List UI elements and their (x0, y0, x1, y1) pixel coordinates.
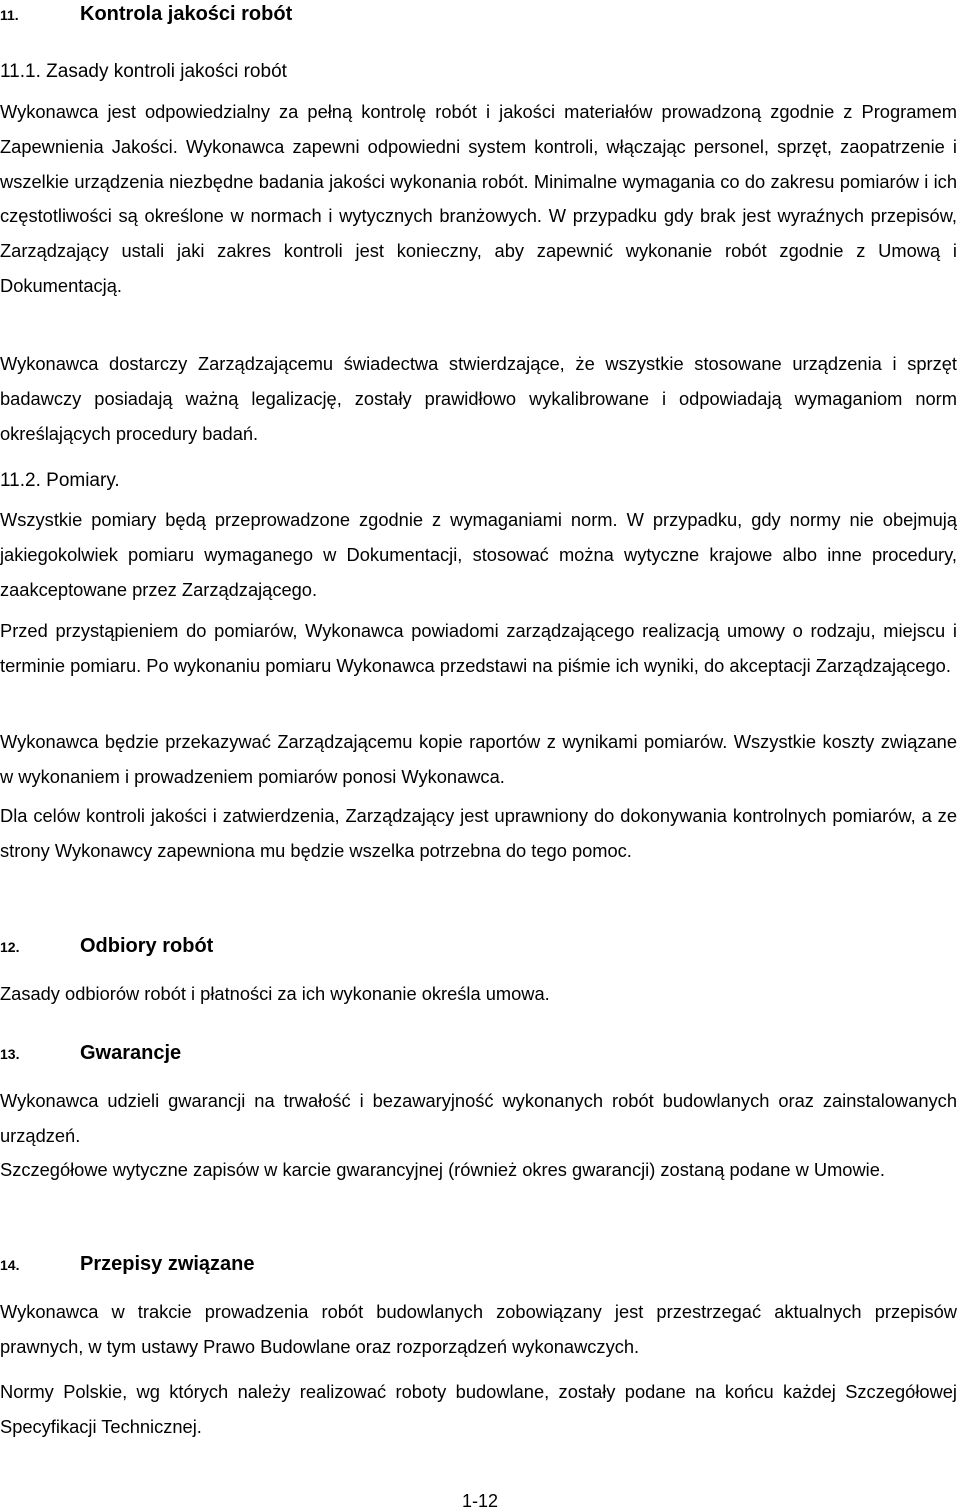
section-13-heading (0, 1041, 181, 1066)
section-title: Przepisy związane (80, 1253, 255, 1275)
paragraph-warranty-details: Szczegółowe wytyczne zapisów w karcie gwarancyjnej (również okres gwarancji) zostaną podane w Umowie. (0, 1159, 885, 1180)
section-11-heading (0, 2, 292, 27)
section-title: Pomiary. (46, 470, 120, 491)
section-number: 13. (0, 1046, 20, 1062)
paragraph-control-measurements: Dla celów kontroli jakości i zatwierdzenia, Zarządzający jest uprawniony do dokonywania kontrolnych pomiarów, a ze strony Wykonawcy zapewniona mu będzie wszelka potrzebna do tego pomoc. (0, 805, 957, 861)
paragraph-measurement-notice: Przed przystąpieniem do pomiarów, Wykonawca powiadomi zarządzającego realizacją umowy o rodzaju, miejscu i terminie pomiaru. Po wykonaniu pomiaru Wykonawca przedstawi na piśmie ich wyniki, do akceptacji Zarządzającego. (0, 620, 957, 676)
section-number: 11. (0, 7, 19, 23)
section-title: Gwarancje (80, 1042, 182, 1064)
paragraph-regulations: Wykonawca w trakcie prowadzenia robót budowlanych zobowiązany jest przestrzegać aktualnych przepisów prawnych, w tym ustawy Prawo Budowlane oraz rozporządzeń wykonawczych. (0, 1301, 957, 1357)
section-title: Kontrola jakości robót (80, 3, 293, 25)
paragraph-acceptance: Zasady odbiorów robót i płatności za ich wykonanie określa umowa. (0, 983, 550, 1004)
section-11-1-heading (0, 60, 287, 84)
page-number: 1-12 (461, 1491, 499, 1511)
section-title: Zasady kontroli jakości robót (46, 61, 287, 82)
section-title: Odbiory robót (80, 935, 214, 957)
paragraph-polish-norms: Normy Polskie, wg których należy realizować roboty budowlane, zostały podane na końcu każdej Szczegółowej Specyfikacji Technicznej. (0, 1381, 957, 1437)
section-number: 11.1. (0, 61, 41, 82)
section-number: 14. (0, 1257, 20, 1273)
paragraph-quality-control: Wykonawca jest odpowiedzialny za pełną kontrolę robót i jakości materiałów prowadzoną zgodnie z Programem Zapewnienia Jakości. Wykonawca zapewni odpowiedni system kontroli, włączając personel, sprzęt, zaopatrzenie i wszelkie urządzenia niezbędne badania jakości wykonania robót. Minimalne wymagania co do zakresu pomiarów i ich częstotliwości są określone w normach i wytycznych branżowych. W przypadku gdy brak jest wyraźnych przepisów, Zarządzający ustali jaki zakres kontroli jest konieczny, aby zapewnić wykonanie robót zgodnie z Umową i Dokumentacją. (0, 101, 957, 296)
paragraph-measurement-reports: Wykonawca będzie przekazywać Zarządzającemu kopie raportów z wynikami pomiarów. Wszystkie koszty związane w wykonaniem i prowadzeniem pomiarów ponosi Wykonawca. (0, 731, 957, 787)
section-12-heading (0, 934, 213, 959)
paragraph-measurements: Wszystkie pomiary będą przeprowadzone zgodnie z wymaganiami norm. W przypadku, gdy normy nie obejmują jakiegokolwiek pomiaru wymaganego w Dokumentacji, stosować można wytyczne krajowe albo inne procedury, zaakceptowane przez Zarządzającego. (0, 509, 957, 600)
paragraph-certificates: Wykonawca dostarczy Zarządzającemu świadectwa stwierdzające, że wszystkie stosowane urządzenia i sprzęt badawczy posiadają ważną legalizację, zostały prawidłowo wykalibrowane i odpowiadają wymaganiom norm określających procedury badań. (0, 353, 957, 444)
section-14-heading (0, 1252, 255, 1277)
section-11-2-heading (0, 469, 120, 493)
paragraph-warranty: Wykonawca udzieli gwarancji na trwałość i bezawaryjność wykonanych robót budowlanych oraz zainstalowanych urządzeń. (0, 1090, 957, 1146)
section-number: 11.2. (0, 470, 41, 491)
section-number: 12. (0, 939, 20, 955)
